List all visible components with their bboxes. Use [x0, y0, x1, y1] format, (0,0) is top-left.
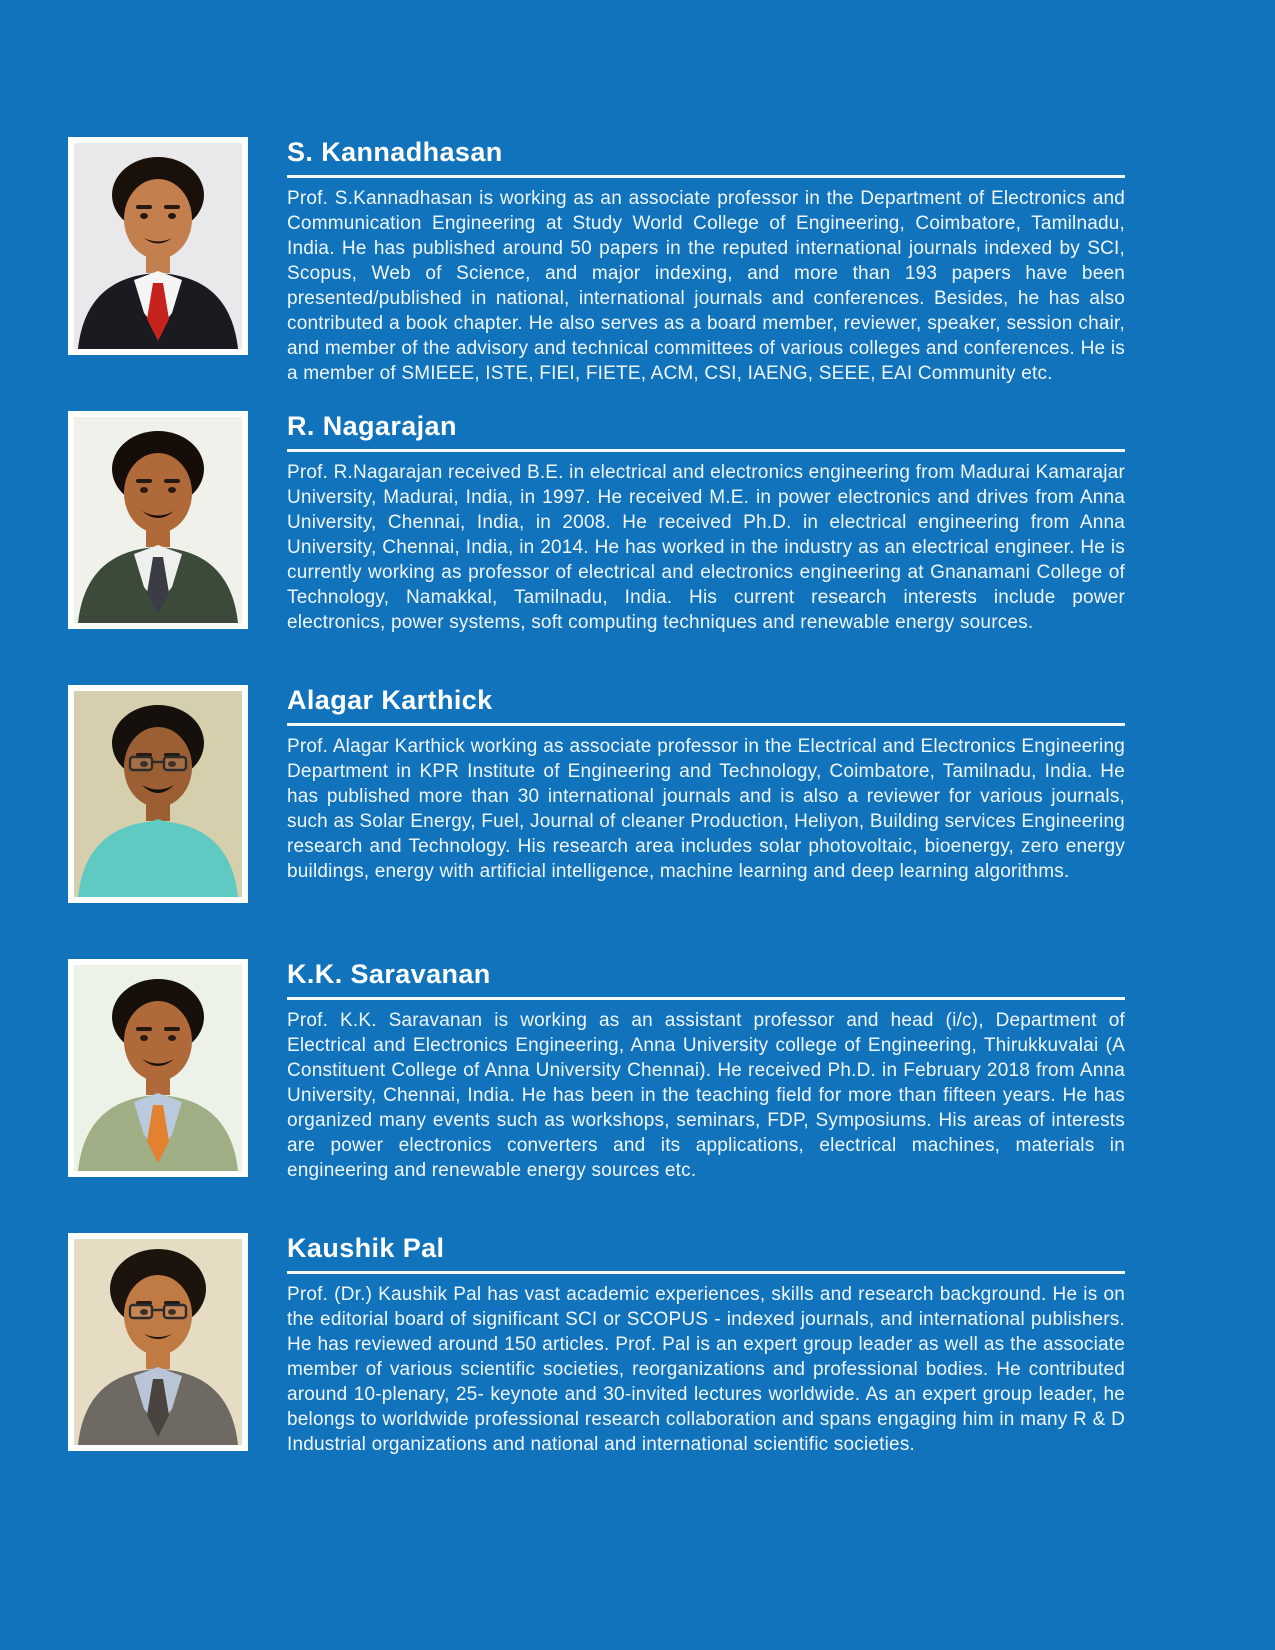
profile-name: K.K. Saravanan [287, 959, 491, 989]
profile-section [68, 1233, 1125, 1507]
profile-text-column [287, 685, 1125, 884]
profile-section [68, 685, 1125, 959]
portrait-photo [68, 959, 248, 1177]
portrait-illustration [74, 965, 242, 1171]
profile-name: R. Nagarajan [287, 411, 457, 441]
profile-name: Kaushik Pal [287, 1233, 445, 1263]
heading-rule [287, 723, 1125, 726]
portrait-illustration [74, 143, 242, 349]
profile-text-column [287, 1233, 1125, 1457]
profile-bio: Prof. K.K. Saravanan is working as an assistant professor and head (i/c), Department of Electrical and Electronics Engineering, Anna University college of Engineering, Thirukkuvalai (A Constituent College of Anna University Chennai). He received Ph.D. in February 2018 from Anna University, Chennai, India. He has been in the teaching field for more than fifteen years. He has organized many events such as workshops, seminars, FDP, Symposiums. His areas of interests are power electronics converters and its applications, electrical machines, materials in engineering and renewable energy sources etc. [287, 1010, 1125, 1182]
portrait-illustration [74, 417, 242, 623]
profile-text-column [287, 959, 1125, 1183]
profile-bio: Prof. Alagar Karthick working as associate professor in the Electrical and Electronics Engineering Department in KPR Institute of Engineering and Technology, Coimbatore, Tamilnadu, India. He has published more than 30 international journals and is also a reviewer for various journals, such as Solar Energy, Fuel, Journal of cleaner Production, Heliyon, Building services Engineering research and Technology. His research area includes solar photovoltaic, bioenergy, zero energy buildings, energy with artificial intelligence, machine learning and deep learning algorithms. [287, 736, 1125, 883]
profile-text-column [287, 137, 1125, 386]
profile-section [68, 411, 1125, 685]
portrait-photo [68, 411, 248, 629]
profile-section [68, 137, 1125, 411]
portrait-illustration [74, 691, 242, 897]
profile-bio: Prof. (Dr.) Kaushik Pal has vast academic experiences, skills and research background. He is on the editorial board of significant SCI or SCOPUS - indexed journals, and international publishers. He has reviewed around 150 articles. Prof. Pal is an expert group leader as well as the associate member of various scientific societies, reorganizations and professional bodies. He contributed around 10-plenary, 25- keynote and 30-invited lectures worldwide. As an expert group leader, he belongs to worldwide professional research collaboration and spans engaging him in many R & D Industrial organizations and national and international scientific societies. [287, 1284, 1125, 1456]
profile-name: S. Kannadhasan [287, 137, 503, 167]
profile-bio: Prof. S.Kannadhasan is working as an associate professor in the Department of Electronics and Communication Engineering at Study World College of Engineering, Coimbatore, Tamilnadu, India. He has published around 50 papers in the reputed international journals indexed by SCI, Scopus, Web of Science, and major indexing, and more than 193 papers have been presented/published in national, international journals and conferences. Besides, he has also contributed a book chapter. He also serves as a board member, reviewer, speaker, session chair, and member of the advisory and technical committees of various colleges and conferences. He is a member of SMIEEE, ISTE, FIEI, FIETE, ACM, CSI, IAENG, SEEE, EAI Community etc. [287, 188, 1125, 385]
portrait-photo [68, 137, 248, 355]
profile-name: Alagar Karthick [287, 685, 493, 715]
portrait-photo [68, 685, 248, 903]
heading-rule [287, 997, 1125, 1000]
profile-section [68, 959, 1125, 1233]
portrait-photo [68, 1233, 248, 1451]
profile-text-column [287, 411, 1125, 635]
heading-rule [287, 1271, 1125, 1274]
heading-rule [287, 175, 1125, 178]
portrait-illustration [74, 1239, 242, 1445]
heading-rule [287, 449, 1125, 452]
profile-bio: Prof. R.Nagarajan received B.E. in electrical and electronics engineering from Madurai Kamarajar University, Madurai, India, in 1997. He received M.E. in power electronics and drives from Anna University, Chennai, India, in 2008. He received Ph.D. in electrical engineering from Anna University, Chennai, India, in 2014. He has worked in the industry as an electrical engineer. He is currently working as professor of electrical and electronics engineering at Gnanamani College of Technology, Namakkal, Tamilnadu, India. His current research interests include power electronics, power systems, soft computing techniques and renewable energy sources. [287, 462, 1125, 634]
